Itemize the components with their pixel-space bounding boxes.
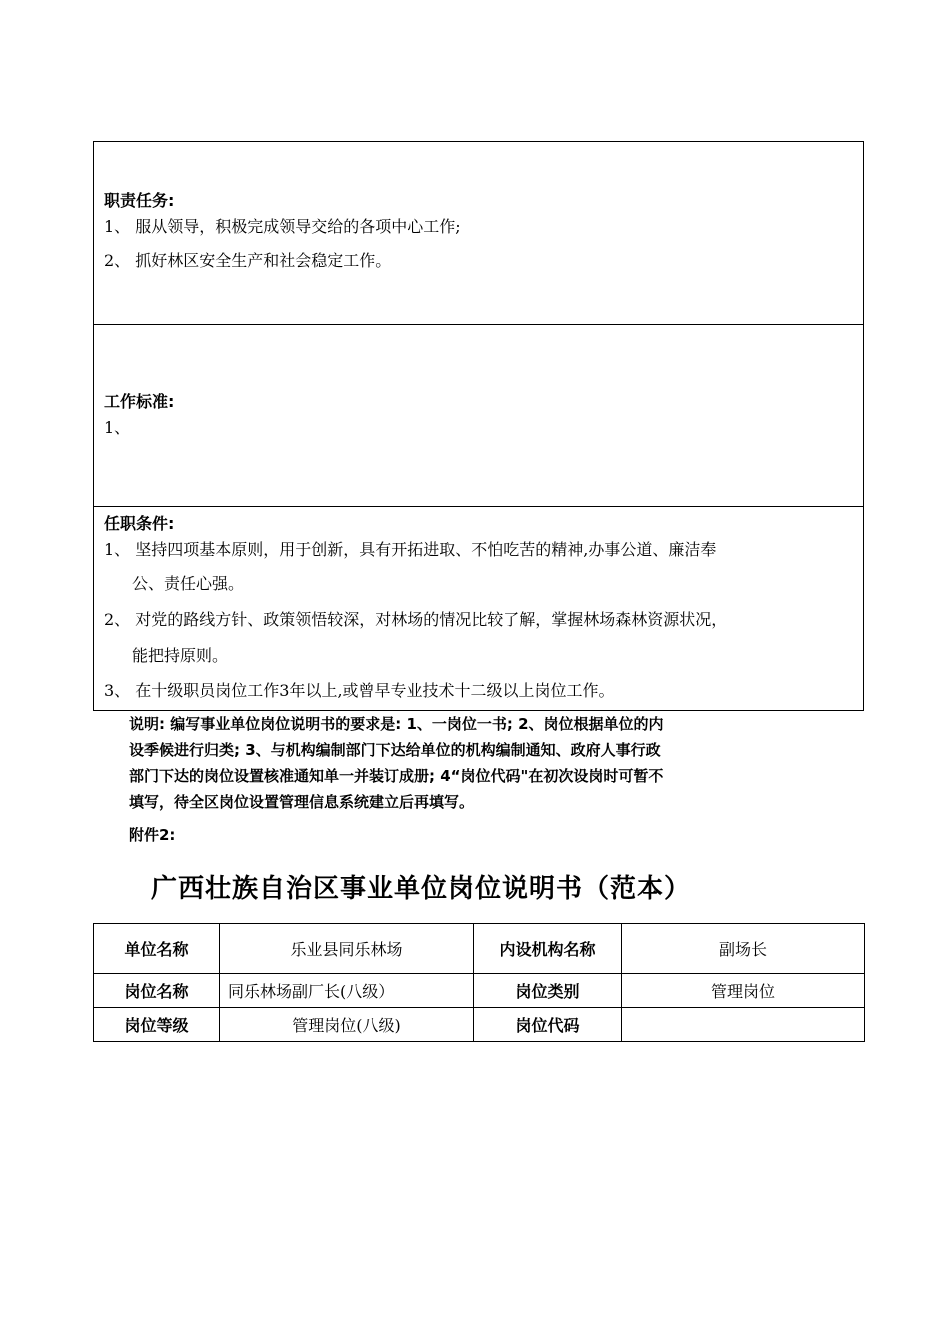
position-name-value: 同乐林场副厂长(八级） (220, 974, 474, 1008)
position-category-label: 岗位类别 (474, 974, 622, 1008)
document-title: 广西壮族自治区事业单位岗位说明书（范本） (151, 874, 692, 904)
requirements-line-3: 2、 对党的路线方针、政策领悟较深，对林场的情况比较了解，掌握林场森林资源状况， (104, 610, 728, 629)
standards-item-1: 1、 (104, 418, 131, 437)
requirements-line-2: 公、责任心强。 (132, 574, 245, 593)
duties-heading: 职责任务: (104, 191, 175, 210)
table-row (94, 924, 865, 974)
position-code-value (622, 1008, 865, 1042)
position-grade-value: 管理岗位(八级) (220, 1008, 474, 1042)
requirements-line-1: 1、 坚持四项基本原则，用于创新，具有开拓进取、不怕吃苦的精神,办事公道、廉洁奉 (104, 540, 717, 559)
internal-org-label: 内设机构名称 (474, 924, 622, 974)
attachment-label: 附件2: (129, 826, 176, 844)
job-info-table (93, 923, 865, 1042)
requirements-line-5: 3、 在十级职员岗位工作3年以上,或曾早专业技术十二级以上岗位工作。 (104, 681, 615, 700)
unit-name-label: 单位名称 (94, 924, 220, 974)
note-paragraph (129, 711, 829, 815)
standards-section (93, 324, 864, 507)
note-line-2: 设季候进行归类; 3、与机构编制部门下达给单位的机构编制通知、政府人事行政 (129, 741, 661, 759)
standards-heading: 工作标准: (104, 392, 175, 411)
position-name-label: 岗位名称 (94, 974, 220, 1008)
note-line-4: 填写，待全区岗位设置管理信息系统建立后再填写。 (129, 793, 475, 811)
table-row (94, 974, 865, 1008)
note-line-3: 部门下达的岗位设置核准通知单一并装订成册; 4“岗位代码"在初次设岗时可暂不 (129, 767, 664, 785)
requirements-line-4: 能把持原则。 (132, 646, 229, 665)
duties-item-2: 2、 抓好林区安全生产和社会稳定工作。 (104, 251, 392, 270)
requirements-heading: 任职条件: (104, 514, 175, 533)
requirements-section (93, 506, 864, 711)
internal-org-value: 副场长 (622, 924, 865, 974)
note-line-1: 说明: 编写事业单位岗位说明书的要求是: 1、一岗位一书; 2、岗位根据单位的内 (129, 715, 664, 733)
position-grade-label: 岗位等级 (94, 1008, 220, 1042)
position-code-label: 岗位代码 (474, 1008, 622, 1042)
duties-section (93, 141, 864, 325)
position-category-value: 管理岗位 (622, 974, 865, 1008)
duties-item-1: 1、 服从领导，积极完成领导交给的各项中心工作; (104, 217, 461, 236)
table-row (94, 1008, 865, 1042)
unit-name-value: 乐业县同乐林场 (220, 924, 474, 974)
